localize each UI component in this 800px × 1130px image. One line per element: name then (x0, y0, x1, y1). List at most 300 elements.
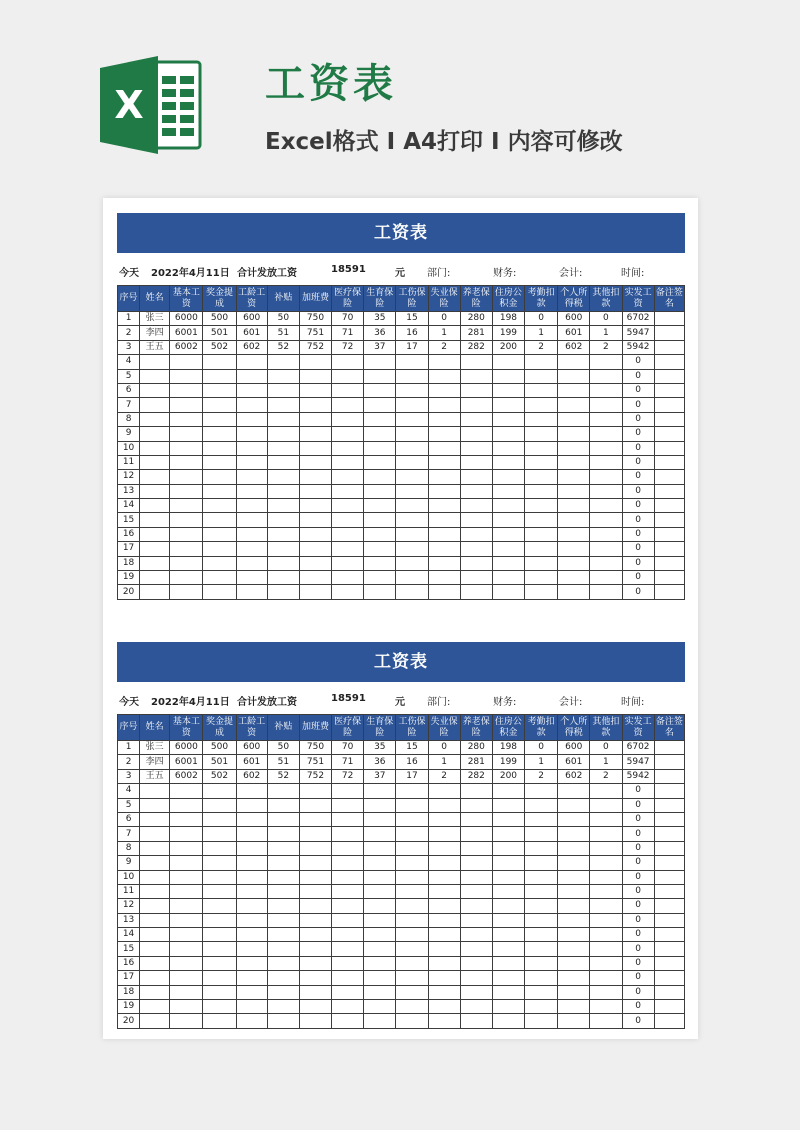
table-cell[interactable] (460, 784, 492, 798)
table-cell[interactable] (236, 398, 267, 412)
table-cell[interactable]: 281 (460, 755, 492, 769)
table-cell[interactable] (236, 956, 267, 970)
table-cell[interactable] (492, 812, 524, 826)
table-cell[interactable]: 600 (236, 312, 267, 326)
table-cell[interactable]: 51 (267, 326, 299, 340)
table-cell[interactable] (525, 527, 558, 541)
table-cell[interactable] (203, 928, 236, 942)
table-cell[interactable] (396, 571, 428, 585)
table-cell[interactable]: 500 (203, 741, 236, 755)
table-cell[interactable] (428, 812, 460, 826)
table-cell[interactable] (654, 928, 684, 942)
table-cell[interactable]: 0 (622, 484, 654, 498)
table-cell[interactable] (170, 455, 203, 469)
table-cell[interactable] (525, 556, 558, 570)
table-cell[interactable] (428, 841, 460, 855)
table-cell[interactable] (396, 556, 428, 570)
table-cell[interactable] (170, 513, 203, 527)
table-cell[interactable]: 0 (590, 741, 622, 755)
table-cell[interactable] (460, 971, 492, 985)
table-cell[interactable]: 71 (332, 755, 364, 769)
table-cell[interactable] (299, 383, 331, 397)
table-cell[interactable] (299, 928, 331, 942)
table-cell[interactable] (267, 798, 299, 812)
table-cell[interactable]: 0 (622, 971, 654, 985)
table-cell[interactable] (654, 340, 684, 354)
table-cell[interactable] (236, 985, 267, 999)
table-cell[interactable] (525, 585, 558, 599)
table-cell[interactable]: 2 (525, 769, 558, 783)
table-cell[interactable] (558, 798, 590, 812)
table-cell[interactable]: 7 (118, 398, 140, 412)
table-cell[interactable]: 6 (118, 383, 140, 397)
table-cell[interactable] (267, 383, 299, 397)
table-cell[interactable] (364, 355, 396, 369)
table-cell[interactable] (299, 856, 331, 870)
table-cell[interactable] (170, 441, 203, 455)
table-cell[interactable] (140, 884, 170, 898)
table-cell[interactable] (203, 884, 236, 898)
table-cell[interactable] (590, 556, 622, 570)
table-cell[interactable] (558, 542, 590, 556)
table-cell[interactable]: 501 (203, 755, 236, 769)
table-cell[interactable] (299, 985, 331, 999)
table-cell[interactable] (460, 441, 492, 455)
table-cell[interactable] (460, 956, 492, 970)
table-cell[interactable] (396, 956, 428, 970)
table-cell[interactable] (203, 798, 236, 812)
table-cell[interactable] (203, 571, 236, 585)
table-cell[interactable] (396, 527, 428, 541)
table-cell[interactable] (428, 398, 460, 412)
table-cell[interactable]: 6702 (622, 741, 654, 755)
table-cell[interactable] (170, 355, 203, 369)
table-cell[interactable] (299, 884, 331, 898)
table-cell[interactable] (492, 942, 524, 956)
table-cell[interactable] (364, 369, 396, 383)
table-cell[interactable] (525, 513, 558, 527)
table-cell[interactable] (267, 1014, 299, 1028)
table-cell[interactable] (332, 427, 364, 441)
table-cell[interactable] (396, 398, 428, 412)
table-cell[interactable]: 1 (118, 741, 140, 755)
table-cell[interactable] (460, 928, 492, 942)
table-cell[interactable] (332, 856, 364, 870)
table-cell[interactable] (396, 355, 428, 369)
table-cell[interactable] (590, 812, 622, 826)
table-cell[interactable] (236, 971, 267, 985)
table-cell[interactable] (332, 556, 364, 570)
table-cell[interactable] (460, 585, 492, 599)
table-cell[interactable] (364, 870, 396, 884)
table-cell[interactable]: 35 (364, 312, 396, 326)
table-cell[interactable] (332, 971, 364, 985)
table-cell[interactable] (654, 827, 684, 841)
table-cell[interactable] (267, 870, 299, 884)
table-cell[interactable] (525, 870, 558, 884)
table-cell[interactable] (140, 484, 170, 498)
table-cell[interactable] (332, 571, 364, 585)
table-cell[interactable] (654, 899, 684, 913)
table-cell[interactable]: 0 (622, 542, 654, 556)
table-cell[interactable] (140, 355, 170, 369)
table-cell[interactable]: 5 (118, 369, 140, 383)
table-cell[interactable]: 37 (364, 769, 396, 783)
table-cell[interactable]: 752 (299, 769, 331, 783)
table-cell[interactable]: 36 (364, 326, 396, 340)
table-cell[interactable]: 200 (492, 340, 524, 354)
table-cell[interactable]: 18 (118, 985, 140, 999)
table-cell[interactable]: 13 (118, 913, 140, 927)
table-cell[interactable] (332, 928, 364, 942)
table-cell[interactable] (140, 928, 170, 942)
table-cell[interactable] (590, 369, 622, 383)
table-cell[interactable] (299, 571, 331, 585)
table-cell[interactable]: 35 (364, 741, 396, 755)
table-cell[interactable]: 王五 (140, 340, 170, 354)
table-cell[interactable] (332, 841, 364, 855)
table-cell[interactable] (396, 942, 428, 956)
table-cell[interactable]: 0 (622, 985, 654, 999)
table-cell[interactable] (654, 884, 684, 898)
table-cell[interactable] (590, 585, 622, 599)
table-cell[interactable] (332, 484, 364, 498)
table-cell[interactable] (236, 798, 267, 812)
table-cell[interactable] (654, 355, 684, 369)
table-cell[interactable] (364, 513, 396, 527)
table-cell[interactable] (492, 585, 524, 599)
table-cell[interactable]: 9 (118, 427, 140, 441)
table-cell[interactable] (170, 856, 203, 870)
table-cell[interactable]: 15 (396, 741, 428, 755)
table-cell[interactable] (332, 369, 364, 383)
table-cell[interactable] (654, 470, 684, 484)
table-cell[interactable] (364, 856, 396, 870)
table-cell[interactable] (364, 398, 396, 412)
table-cell[interactable]: 6002 (170, 340, 203, 354)
table-cell[interactable] (460, 884, 492, 898)
table-cell[interactable] (428, 455, 460, 469)
table-cell[interactable] (525, 928, 558, 942)
table-cell[interactable]: 6002 (170, 769, 203, 783)
table-cell[interactable] (364, 571, 396, 585)
table-cell[interactable] (396, 971, 428, 985)
table-cell[interactable] (332, 383, 364, 397)
table-cell[interactable] (525, 827, 558, 841)
table-cell[interactable] (332, 956, 364, 970)
table-cell[interactable] (558, 884, 590, 898)
table-cell[interactable] (590, 398, 622, 412)
table-cell[interactable] (492, 956, 524, 970)
table-cell[interactable]: 282 (460, 769, 492, 783)
table-cell[interactable] (460, 827, 492, 841)
table-cell[interactable] (236, 856, 267, 870)
table-cell[interactable] (460, 571, 492, 585)
table-cell[interactable] (428, 585, 460, 599)
table-cell[interactable] (492, 856, 524, 870)
table-cell[interactable] (236, 784, 267, 798)
table-cell[interactable] (396, 856, 428, 870)
table-cell[interactable] (170, 556, 203, 570)
table-cell[interactable] (558, 513, 590, 527)
table-cell[interactable]: 502 (203, 769, 236, 783)
table-cell[interactable]: 12 (118, 470, 140, 484)
table-cell[interactable] (428, 1014, 460, 1028)
table-cell[interactable] (267, 571, 299, 585)
table-cell[interactable] (525, 571, 558, 585)
table-cell[interactable] (558, 1014, 590, 1028)
table-cell[interactable] (364, 484, 396, 498)
table-cell[interactable]: 张三 (140, 312, 170, 326)
table-cell[interactable]: 10 (118, 441, 140, 455)
table-cell[interactable]: 602 (236, 769, 267, 783)
table-cell[interactable]: 2 (428, 769, 460, 783)
table-cell[interactable] (396, 884, 428, 898)
table-cell[interactable] (396, 441, 428, 455)
table-cell[interactable] (170, 484, 203, 498)
table-cell[interactable] (267, 484, 299, 498)
table-cell[interactable]: 36 (364, 755, 396, 769)
table-cell[interactable] (236, 441, 267, 455)
table-cell[interactable] (654, 971, 684, 985)
table-cell[interactable] (364, 585, 396, 599)
table-cell[interactable]: 37 (364, 340, 396, 354)
table-cell[interactable] (654, 398, 684, 412)
table-cell[interactable] (428, 383, 460, 397)
table-cell[interactable] (525, 383, 558, 397)
table-cell[interactable] (525, 784, 558, 798)
table-cell[interactable] (396, 412, 428, 426)
table-cell[interactable]: 0 (622, 383, 654, 397)
table-cell[interactable] (299, 841, 331, 855)
table-cell[interactable] (364, 556, 396, 570)
table-cell[interactable]: 50 (267, 312, 299, 326)
table-cell[interactable] (460, 513, 492, 527)
table-cell[interactable] (396, 870, 428, 884)
table-cell[interactable]: 601 (558, 326, 590, 340)
table-cell[interactable] (654, 412, 684, 426)
table-cell[interactable]: 16 (396, 755, 428, 769)
table-cell[interactable] (428, 427, 460, 441)
table-cell[interactable] (460, 1000, 492, 1014)
table-cell[interactable] (236, 383, 267, 397)
table-cell[interactable] (428, 513, 460, 527)
table-cell[interactable] (428, 571, 460, 585)
table-cell[interactable] (590, 841, 622, 855)
table-cell[interactable] (364, 841, 396, 855)
table-cell[interactable] (140, 784, 170, 798)
table-cell[interactable]: 7 (118, 827, 140, 841)
table-cell[interactable] (525, 798, 558, 812)
table-cell[interactable]: 0 (622, 556, 654, 570)
table-cell[interactable]: 0 (622, 427, 654, 441)
table-cell[interactable] (236, 427, 267, 441)
table-cell[interactable] (525, 412, 558, 426)
table-cell[interactable] (525, 369, 558, 383)
table-cell[interactable]: 0 (622, 784, 654, 798)
table-cell[interactable] (558, 841, 590, 855)
table-cell[interactable] (267, 470, 299, 484)
table-cell[interactable]: 280 (460, 312, 492, 326)
table-cell[interactable]: 52 (267, 769, 299, 783)
table-cell[interactable] (492, 383, 524, 397)
table-cell[interactable] (590, 1000, 622, 1014)
table-cell[interactable] (299, 971, 331, 985)
table-cell[interactable] (332, 513, 364, 527)
table-cell[interactable] (492, 928, 524, 942)
table-cell[interactable]: 280 (460, 741, 492, 755)
table-cell[interactable] (299, 441, 331, 455)
table-cell[interactable]: 4 (118, 355, 140, 369)
table-cell[interactable] (492, 527, 524, 541)
table-cell[interactable] (558, 827, 590, 841)
table-cell[interactable] (170, 499, 203, 513)
table-cell[interactable] (492, 427, 524, 441)
table-cell[interactable] (654, 798, 684, 812)
table-cell[interactable]: 3 (118, 340, 140, 354)
table-cell[interactable]: 9 (118, 856, 140, 870)
table-cell[interactable] (236, 499, 267, 513)
table-cell[interactable] (267, 585, 299, 599)
table-cell[interactable] (428, 369, 460, 383)
table-cell[interactable] (332, 899, 364, 913)
table-cell[interactable] (170, 585, 203, 599)
table-cell[interactable]: 0 (622, 398, 654, 412)
table-cell[interactable] (332, 585, 364, 599)
table-cell[interactable] (203, 856, 236, 870)
table-cell[interactable] (332, 542, 364, 556)
table-cell[interactable] (170, 827, 203, 841)
table-cell[interactable] (590, 1014, 622, 1028)
table-cell[interactable]: 0 (622, 441, 654, 455)
table-cell[interactable] (460, 383, 492, 397)
table-cell[interactable] (558, 585, 590, 599)
table-cell[interactable]: 1 (525, 326, 558, 340)
table-cell[interactable] (558, 427, 590, 441)
table-cell[interactable] (558, 355, 590, 369)
table-cell[interactable] (140, 556, 170, 570)
table-cell[interactable] (203, 369, 236, 383)
table-cell[interactable] (299, 398, 331, 412)
table-cell[interactable] (525, 470, 558, 484)
table-cell[interactable] (525, 542, 558, 556)
table-cell[interactable] (492, 556, 524, 570)
table-cell[interactable] (299, 798, 331, 812)
table-cell[interactable] (492, 484, 524, 498)
table-cell[interactable]: 0 (525, 741, 558, 755)
table-cell[interactable] (364, 812, 396, 826)
table-cell[interactable] (140, 527, 170, 541)
table-cell[interactable] (299, 1014, 331, 1028)
table-cell[interactable]: 282 (460, 340, 492, 354)
table-cell[interactable] (140, 427, 170, 441)
table-cell[interactable] (396, 928, 428, 942)
table-cell[interactable] (170, 913, 203, 927)
table-cell[interactable]: 0 (622, 812, 654, 826)
table-cell[interactable] (492, 841, 524, 855)
table-cell[interactable] (492, 355, 524, 369)
table-cell[interactable] (492, 499, 524, 513)
table-cell[interactable]: 6000 (170, 312, 203, 326)
table-cell[interactable] (428, 942, 460, 956)
table-cell[interactable] (654, 585, 684, 599)
table-cell[interactable] (236, 884, 267, 898)
table-cell[interactable] (267, 542, 299, 556)
table-cell[interactable] (428, 484, 460, 498)
table-cell[interactable] (267, 427, 299, 441)
table-cell[interactable] (332, 942, 364, 956)
table-cell[interactable] (299, 499, 331, 513)
table-cell[interactable] (396, 585, 428, 599)
table-cell[interactable] (590, 499, 622, 513)
table-cell[interactable]: 602 (558, 340, 590, 354)
table-cell[interactable] (203, 513, 236, 527)
table-cell[interactable]: 501 (203, 326, 236, 340)
table-cell[interactable] (140, 812, 170, 826)
table-cell[interactable]: 2 (118, 326, 140, 340)
table-cell[interactable] (299, 412, 331, 426)
table-cell[interactable] (203, 527, 236, 541)
table-cell[interactable] (236, 470, 267, 484)
table-cell[interactable] (140, 870, 170, 884)
table-cell[interactable] (654, 427, 684, 441)
table-cell[interactable] (525, 499, 558, 513)
table-cell[interactable] (525, 455, 558, 469)
table-cell[interactable] (364, 899, 396, 913)
table-cell[interactable] (267, 556, 299, 570)
table-cell[interactable] (654, 383, 684, 397)
table-cell[interactable] (170, 412, 203, 426)
table-cell[interactable] (364, 527, 396, 541)
table-cell[interactable] (590, 527, 622, 541)
table-cell[interactable] (428, 928, 460, 942)
table-cell[interactable] (267, 455, 299, 469)
table-cell[interactable] (460, 542, 492, 556)
table-cell[interactable] (236, 556, 267, 570)
table-cell[interactable] (140, 942, 170, 956)
table-cell[interactable] (203, 499, 236, 513)
table-cell[interactable]: 51 (267, 755, 299, 769)
table-cell[interactable]: 1 (590, 755, 622, 769)
table-cell[interactable] (203, 427, 236, 441)
table-cell[interactable] (492, 784, 524, 798)
table-cell[interactable] (267, 956, 299, 970)
table-cell[interactable] (396, 499, 428, 513)
table-cell[interactable]: 0 (525, 312, 558, 326)
table-cell[interactable] (170, 942, 203, 956)
table-cell[interactable]: 张三 (140, 741, 170, 755)
table-cell[interactable] (428, 470, 460, 484)
table-cell[interactable] (203, 985, 236, 999)
table-cell[interactable] (267, 369, 299, 383)
table-cell[interactable] (299, 484, 331, 498)
table-cell[interactable] (170, 571, 203, 585)
table-cell[interactable] (364, 827, 396, 841)
table-cell[interactable] (170, 542, 203, 556)
table-cell[interactable] (590, 412, 622, 426)
table-cell[interactable] (654, 542, 684, 556)
table-cell[interactable] (332, 884, 364, 898)
table-cell[interactable] (525, 398, 558, 412)
table-cell[interactable] (364, 784, 396, 798)
table-cell[interactable] (236, 412, 267, 426)
table-cell[interactable] (140, 985, 170, 999)
table-cell[interactable] (525, 856, 558, 870)
table-cell[interactable] (558, 398, 590, 412)
table-cell[interactable] (525, 971, 558, 985)
table-cell[interactable]: 12 (118, 899, 140, 913)
table-cell[interactable] (332, 1000, 364, 1014)
